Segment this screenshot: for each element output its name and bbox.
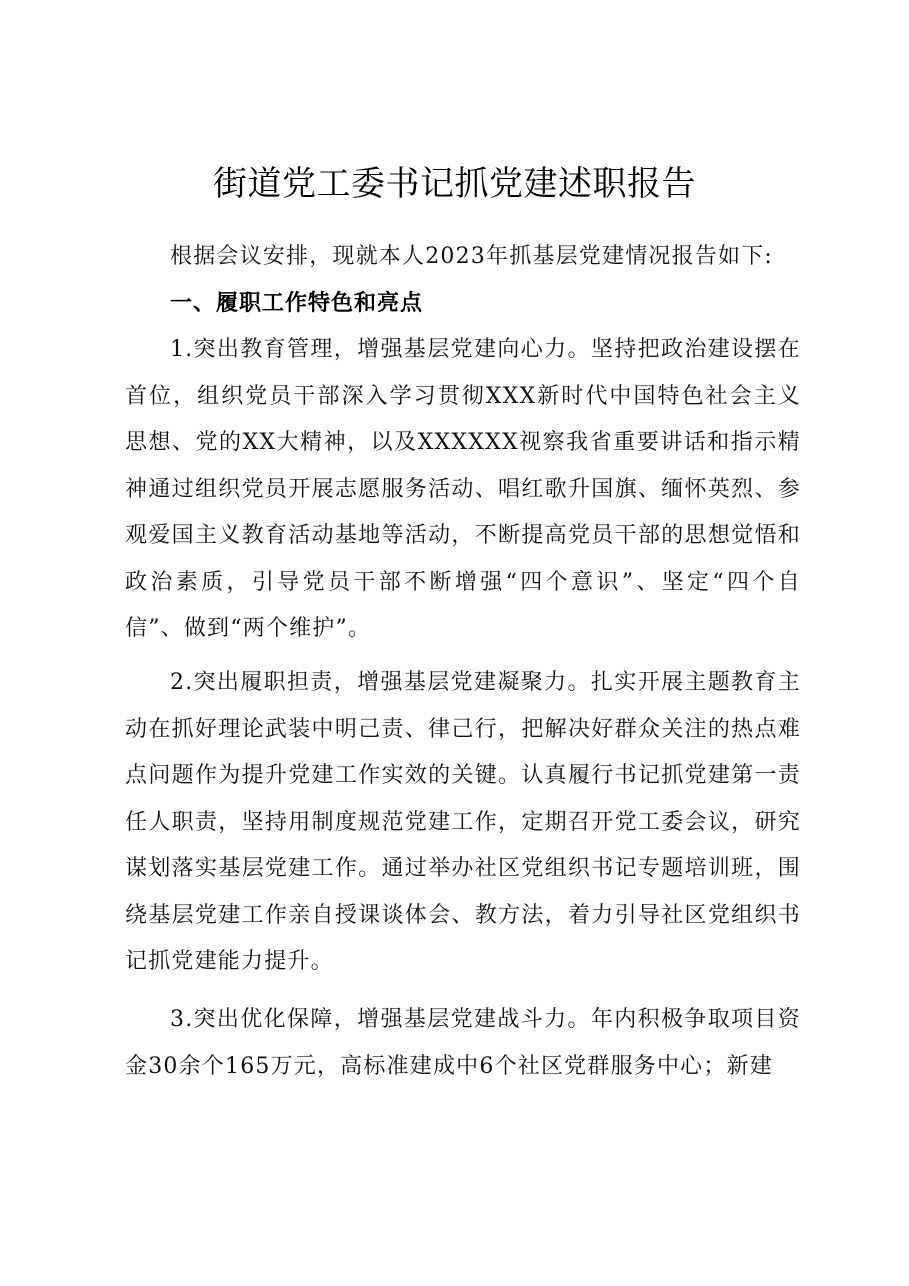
paragraph-3: 3.突出优化保障，增强基层党建战斗力。年内积极争取项目资金30余个165万元，高标准建成中6个社区党群服务中心；新建 xyxy=(125,1007,801,1079)
document-title: 街道党工委书记抓党建述职报告 xyxy=(213,164,696,204)
intro-paragraph: 根据会议安排，现就本人2023年抓基层党建情况报告如下: xyxy=(170,244,774,269)
paragraph-2: 2.突出履职担责，增强基层党建凝聚力。扎实开展主题教育主动在抓好理论武装中明己责、律己行，把解决好群众关注的热点难点问题作为提升党建工作实效的关键。认真履行书记抓党建第一责任人职责，坚持用制度规范党建工作，定期召开党工委会议，研究谋划落实基层党建工作。通过举办社区党组织书记专题培训班，围绕基层党建工作亲自授课谈体会、教方法，着力引导社区党组织书记抓党建能力提升。 xyxy=(125,670,801,974)
paragraph-1: 1.突出教育管理，增强基层党建向心力。坚持把政治建设摆在首位，组织党员干部深入学习贯彻XXX新时代中国特色社会主义思想、党的XX大精神，以及XXXXXX视察我省重要讲话和指示精神通过组织党员开展志愿服务活动、唱红歌升国旗、缅怀英烈、参观爱国主义教育活动基地等活动，不断提高党员干部的思想觉悟和政治素质，引导党员干部不断增强“四个意识”、坚定“四个自信”、做到“两个维护”。 xyxy=(125,337,801,641)
section-heading: 一、履职工作特色和亮点 xyxy=(170,291,424,316)
